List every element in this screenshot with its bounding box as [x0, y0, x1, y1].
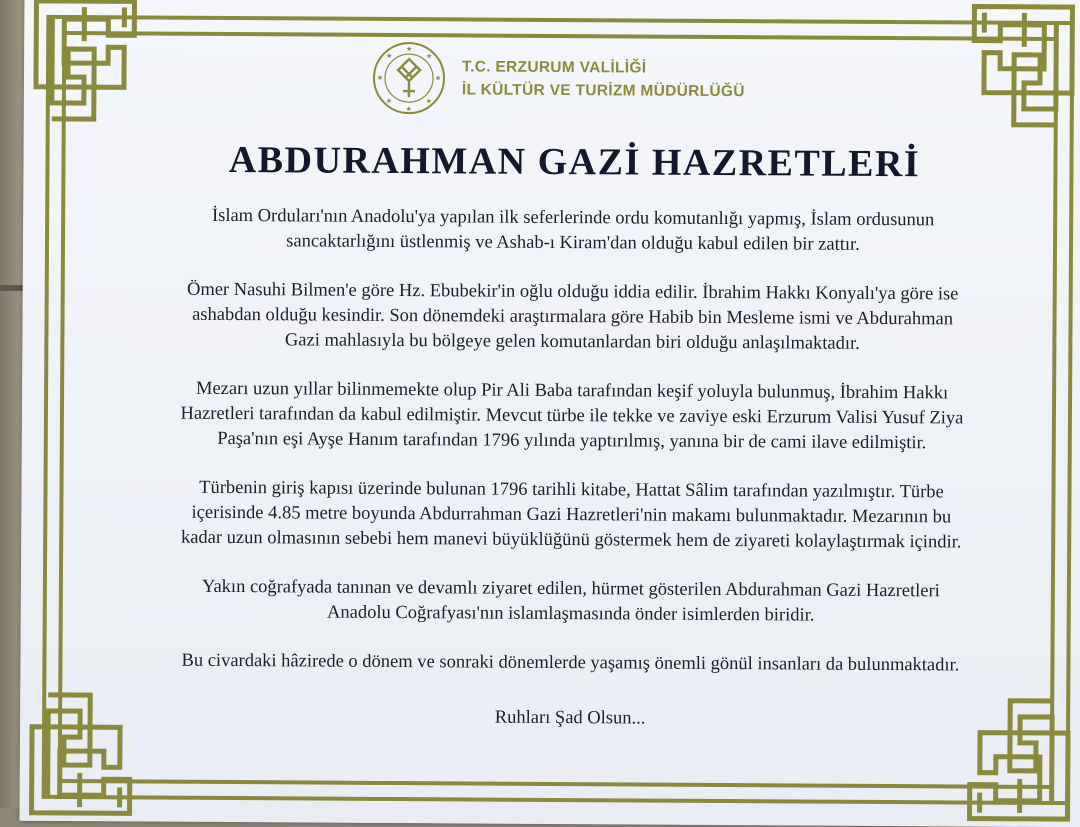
org-line-1: T.C. ERZURUM VALİLİĞİ — [462, 58, 647, 77]
organization-name — [462, 55, 745, 103]
paragraph-line: Anadolu Coğrafyası'nın islamlaşmasında önder isimlerden biridir. — [327, 602, 815, 626]
paragraph-line: ashabdan olduğu kesindir. Son dönemdeki araştırmalara göre Habib bin Mesleme ismi ve Abdurahman — [192, 304, 954, 330]
paragraph-line: Yakın coğrafyada tanınan ve devamlı ziyaret edilen, hürmet gösterilen Abdurahman Gazi Hazretleri — [201, 576, 940, 602]
paragraph-2 — [112, 277, 1032, 358]
svg-text:★: ★ — [425, 97, 433, 106]
star-ring-knot-emblem-icon — [372, 41, 446, 115]
paragraph-line: Ömer Nasuhi Bilmen'e göre Hz. Ebubekir'in oğlu olduğu iddia edilir. İbrahim Hakkı Konyalı'ya göre ise — [186, 279, 959, 305]
org-line-2: İL KÜLTÜR VE TURİZM MÜDÜRLÜĞÜ — [461, 81, 745, 101]
sign-body — [110, 203, 1033, 758]
paragraph-3 — [112, 376, 1032, 457]
sign-header — [372, 41, 745, 117]
paragraph-line: Gazi mahlasıyla bu bölgeye gelen komutanlardan biri olduğu anlaşılmaktadır. — [284, 330, 860, 354]
svg-text:★: ★ — [385, 96, 393, 105]
svg-text:★: ★ — [406, 45, 413, 54]
closing-line: Ruhları Şad Olsun... — [494, 707, 646, 729]
information-sign — [19, 0, 1080, 827]
svg-text:★: ★ — [405, 105, 412, 114]
paragraph-line: Mezarı uzun yıllar bilinmemekte olup Pir Ali Baba tarafından keşif yoluyla bulunmuş, İbrahim Hakkı — [195, 378, 949, 404]
paragraph-5 — [111, 574, 1031, 630]
paragraph-6 — [110, 648, 1030, 679]
svg-text:★: ★ — [434, 74, 442, 83]
paragraph-line: İslam Orduları'nın Anadolu'ya yapılan ilk seferlerinde ordu komutanlığı yapmış, İslam ordusunun — [211, 205, 935, 231]
svg-text:★: ★ — [425, 52, 433, 61]
paragraph-line: Türbenin giriş kapısı üzerinde bulunan 1796 tarihli kitabe, Hattat Sâlim tarafından yazılmıştır. Türbe — [199, 477, 944, 503]
paragraph-1 — [113, 203, 1033, 259]
svg-text:★: ★ — [376, 73, 384, 82]
paragraph-line: Bu civardaki hâzirede o dönem ve sonraki dönemlerde yaşamış önemli gönül insanları da bulunmaktadır. — [181, 650, 960, 676]
paragraph-line: kadar uzun olmasının sebebi hem manevi büyüklüğünü göstermek hem de ziyareti kolaylaştırmak içindir. — [180, 527, 962, 553]
paragraph-line: içerisinde 4.85 metre boyunda Abdurrahman Gazi Hazretleri'nin makamı bulunmaktadır. Mezarının bu — [191, 502, 952, 528]
svg-text:★: ★ — [385, 51, 393, 60]
paragraph-line: Paşa'nın eşi Ayşe Hanım tarafından 1796 yılında yaptırılmış, yanına bir de cami ilave edilmiştir. — [217, 428, 927, 454]
paragraph-4 — [111, 475, 1031, 556]
paragraph-line: Hazretleri tarafından da kabul edilmiştir. Mevcut türbe ile tekke ve zaviye eski Erzurum Valisi Yusuf Ziya — [180, 403, 964, 429]
sign-title: ABDURAHMAN GAZİ HAZRETLERİ — [228, 138, 921, 186]
paragraph-line: sancaktarlığını üstlenmiş ve Ashab-ı Kiram'dan olduğu kabul edilen bir zattır. — [286, 231, 860, 255]
